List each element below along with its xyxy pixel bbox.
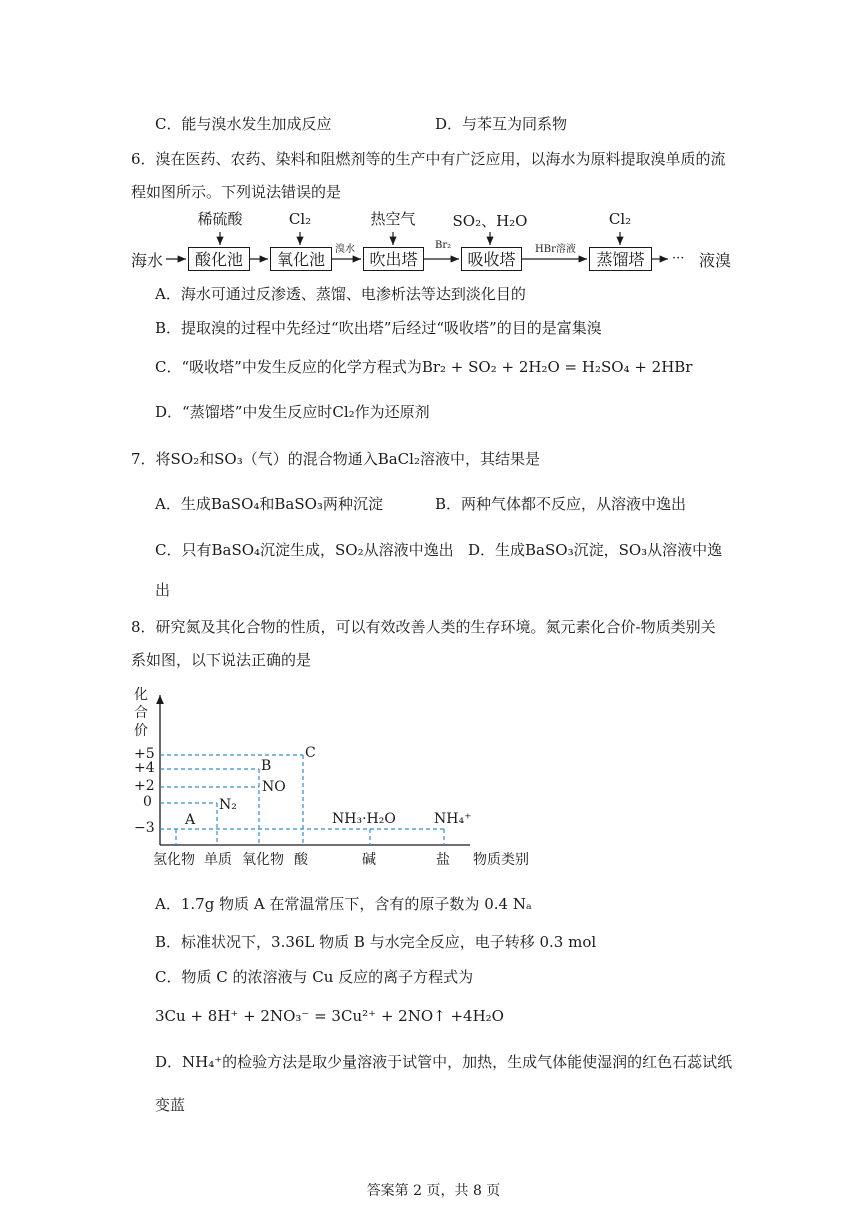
flow-input-so2-h2o: SO₂、H₂O — [452, 212, 528, 230]
y-axis-label — [134, 686, 148, 740]
q5-option-c: C．能与溴水发生加成反应 — [155, 115, 332, 133]
x-tick-label: 碱 — [362, 852, 376, 868]
flow-box-distillation: 蒸馏塔 — [589, 247, 652, 271]
q6-stem-line1: 6．溴在医药、农药、染料和阻燃剂等的生产中有广泛应用，以海水为原料提取溴单质的流 — [131, 150, 726, 168]
point-label: NH₃·H₂O — [332, 811, 396, 827]
page-footer: 答案第 2 页，共 8 页 — [366, 1183, 501, 1199]
point-label: NH₄⁺ — [434, 811, 472, 827]
point-label: A — [185, 812, 196, 828]
x-tick-label: 酸 — [294, 852, 308, 868]
y-tick-label: −3 — [134, 820, 155, 836]
flow-box-absorption: 吸收塔 — [461, 247, 522, 271]
q7-option-d: D．生成BaSO₃沉淀，SO₃从溶液中逸 — [468, 541, 723, 559]
flow-start-seawater: 海水 — [131, 251, 164, 270]
flow-end-liquid-bromine: 液溴 — [699, 251, 732, 270]
q8-option-d-cont: 变蓝 — [155, 1096, 186, 1114]
flow-input-dilute-sulfuric-acid: 稀硫酸 — [197, 210, 243, 228]
q7-option-c: C．只有BaSO₄沉淀生成，SO₂从溶液中逸出 — [155, 541, 454, 559]
flow-label-br2: Br₂ — [435, 240, 452, 251]
flow-input-chlorine-2: Cl₂ — [608, 210, 632, 228]
q7-option-a: A．生成BaSO₄和BaSO₃两种沉淀 — [155, 495, 383, 513]
q8-option-a: A．1.7g 物质 A 在常温常压下，含有的原子数为 0.4 Nₐ — [155, 895, 532, 913]
flow-input-hot-air: 热空气 — [370, 210, 416, 228]
flow-box-oxidation: 氧化池 — [270, 247, 332, 271]
q7-option-b: B．两种气体都不反应，从溶液中逸出 — [435, 495, 687, 513]
q6-stem-line2: 程如图所示。下列说法错误的是 — [131, 183, 342, 201]
q8-stem-line1: 8．研究氮及其化合物的性质，可以有效改善人类的生存环境。氮元素化合价-物质类别关 — [131, 618, 716, 636]
point-label: NO — [262, 779, 286, 795]
y-tick-label: 0 — [143, 794, 152, 810]
point-label: B — [261, 758, 272, 774]
x-axis-label: 物质类别 — [473, 852, 529, 868]
q8-stem-line2: 系如图，以下说法正确的是 — [131, 651, 312, 669]
q6-option-c-prefix: C．“吸收塔”中发生反应的化学方程式为 — [155, 358, 422, 376]
y-axis-label-char: 合 — [134, 705, 148, 721]
flow-input-chlorine-1: Cl₂ — [288, 210, 312, 228]
flow-ellipsis: ··· — [672, 251, 685, 266]
point-label: N₂ — [219, 797, 237, 813]
x-tick-label: 盐 — [436, 852, 450, 868]
y-axis-label-char: 价 — [134, 723, 148, 739]
q8-option-b: B．标准状况下，3.36L 物质 B 与水完全反应，电子转移 0.3 mol — [155, 933, 597, 951]
x-tick-label: 氢化物 — [153, 852, 195, 868]
x-tick-label: 单质 — [204, 852, 232, 868]
y-tick-label: +4 — [134, 760, 155, 776]
q6-option-a: A．海水可通过反渗透、蒸馏、电渗析法等达到淡化目的 — [155, 285, 526, 303]
x-tick-label: 氧化物 — [242, 852, 284, 868]
q5-option-d: D．与苯互为同系物 — [435, 115, 568, 133]
flow-label-bromine-water: 溴水 — [335, 244, 355, 255]
q7-stem: 7．将SO₂和SO₃（气）的混合物通入BaCl₂溶液中，其结果是 — [131, 450, 540, 468]
y-tick-label: +5 — [134, 746, 155, 762]
point-label: C — [305, 745, 316, 761]
flow-box-acidification: 酸化池 — [188, 247, 250, 271]
q7-option-d-cont: 出 — [155, 581, 171, 599]
y-axis-label-char: 化 — [134, 687, 148, 703]
q8-option-d: D．NH₄⁺的检验方法是取少量溶液于试管中，加热，生成气体能使湿润的红色石蕊试纸 — [155, 1053, 733, 1071]
q6-option-b: B．提取溴的过程中先经过“吹出塔”后经过“吸收塔”的目的是富集溴 — [155, 319, 602, 337]
y-tick-label: +2 — [134, 778, 155, 794]
flow-label-hbr-solution: HBr溶液 — [535, 244, 576, 255]
q6-option-c-equation: Br₂ + SO₂ + 2H₂O = H₂SO₄ + 2HBr — [421, 358, 693, 376]
flow-box-blowout: 吹出塔 — [363, 247, 424, 271]
q8-option-c-equation: 3Cu + 8H⁺ + 2NO₃⁻ = 3Cu²⁺ + 2NO↑ +4H₂O — [155, 1007, 504, 1025]
q6-option-d: D．“蒸馏塔”中发生反应时Cl₂作为还原剂 — [155, 403, 430, 421]
q8-option-c: C．物质 C 的浓溶液与 Cu 反应的离子方程式为 — [155, 968, 474, 986]
